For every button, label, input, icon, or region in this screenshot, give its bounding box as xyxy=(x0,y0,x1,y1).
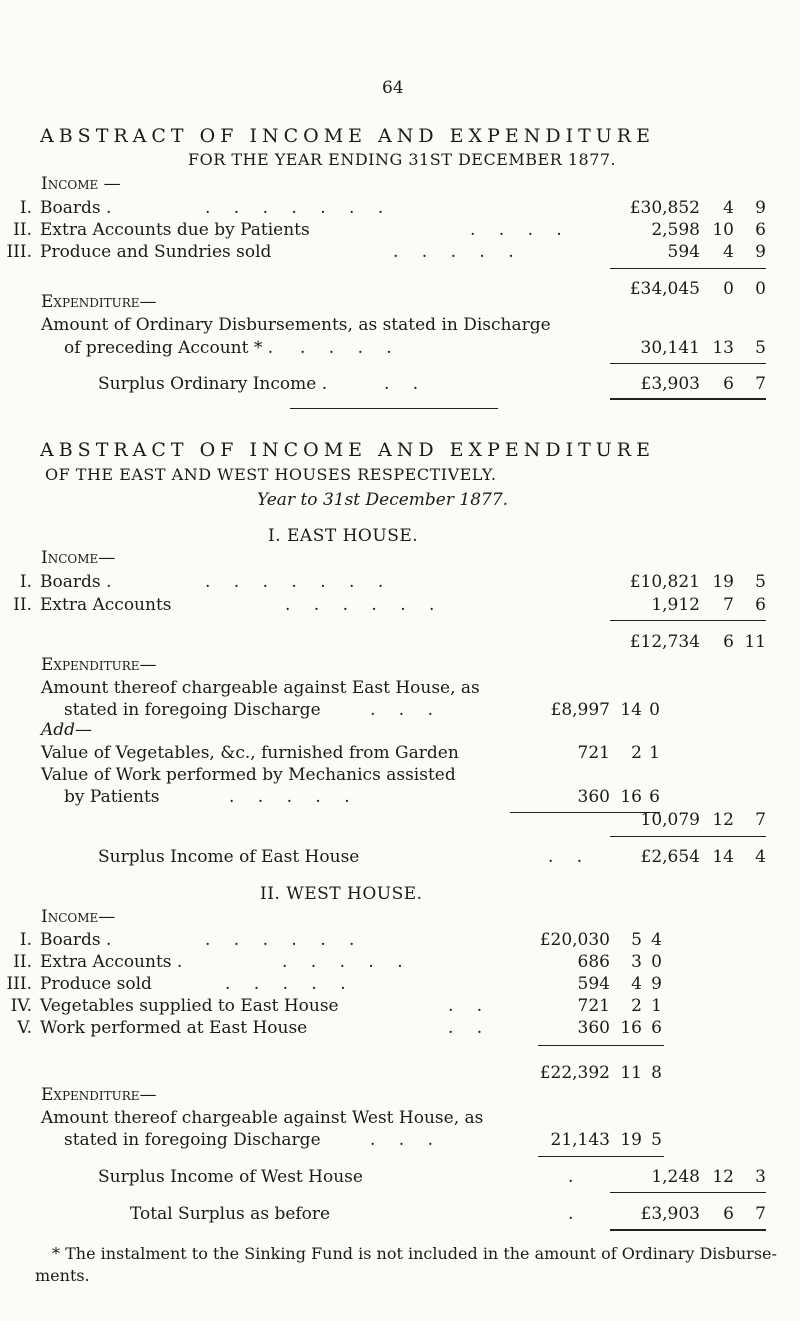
row-number: III. xyxy=(6,974,32,994)
amount-shillings: 0 xyxy=(723,279,734,299)
amount-pence: 5 xyxy=(755,338,766,358)
amount-shillings: 11 xyxy=(620,1063,642,1083)
leader-dots: . . . . xyxy=(300,338,401,358)
row-number: V. xyxy=(17,1018,32,1038)
amount-pence: 5 xyxy=(755,572,766,592)
amount-pence: 8 xyxy=(651,1063,662,1083)
row-label: Boards . xyxy=(40,198,112,218)
amount-pounds: 594 xyxy=(577,974,610,994)
amount-pounds: 2,598 xyxy=(651,220,700,240)
row-number: II. xyxy=(13,220,32,240)
section2-year-line: Year to 31st December 1877. xyxy=(257,490,509,510)
east-surplus-label: Surplus Income of East House xyxy=(98,847,360,867)
amount-shillings: 6 xyxy=(723,374,734,394)
row-label: Boards . xyxy=(40,572,112,592)
leader-dots: . . xyxy=(448,996,492,1016)
section1-income-heading: Income — xyxy=(41,174,121,194)
amount-shillings: 7 xyxy=(723,595,734,615)
leader-dots: . . xyxy=(548,847,592,867)
amount-pounds: 10,079 xyxy=(640,810,700,830)
east-add-line: Value of Work performed by Mechanics assisted xyxy=(41,765,456,785)
east-income-heading: Income— xyxy=(41,548,116,568)
row-label: Boards . xyxy=(40,930,112,950)
divider-rule xyxy=(538,1045,664,1046)
total-surplus-label: Total Surplus as before xyxy=(130,1204,331,1224)
west-expenditure-heading: Expenditure— xyxy=(41,1085,157,1105)
amount-pounds: £12,734 xyxy=(629,632,700,652)
footnote: * The instalment to the Sinking Fund is not included in the amount of Ordinary Disburse- xyxy=(52,1244,777,1263)
east-expenditure-line: stated in foregoing Discharge xyxy=(64,700,321,720)
leader-dots: . . . . xyxy=(470,220,571,240)
amount-shillings: 19 xyxy=(620,1130,642,1150)
amount-pence: 0 xyxy=(649,700,660,720)
east-add-line: Value of Vegetables, &c., furnished from Garden xyxy=(41,743,459,763)
footnote-continuation: ments. xyxy=(35,1266,90,1285)
amount-shillings: 4 xyxy=(631,974,642,994)
amount-pence: 4 xyxy=(651,930,662,950)
leader-dots: . . . . . . . xyxy=(205,572,393,592)
leader-dots: . . . xyxy=(370,1130,443,1150)
amount-pence: 7 xyxy=(755,810,766,830)
divider-rule xyxy=(610,363,766,364)
amount-pounds: £10,821 xyxy=(629,572,700,592)
divider-rule xyxy=(610,1192,766,1193)
amount-pounds: £22,392 xyxy=(539,1063,610,1083)
west-income-heading: Income— xyxy=(41,907,116,927)
amount-shillings: 4 xyxy=(723,242,734,262)
amount-shillings: 3 xyxy=(631,952,642,972)
section2-subtitle: OF THE EAST AND WEST HOUSES RESPECTIVELY. xyxy=(45,465,497,484)
amount-pence: 0 xyxy=(755,279,766,299)
leader-dots: . . . . . xyxy=(282,952,412,972)
leader-dots: . . xyxy=(384,374,428,394)
row-number: II. xyxy=(13,595,32,615)
amount-pounds: 30,141 xyxy=(640,338,700,358)
row-label: Produce and Sundries sold xyxy=(40,242,272,262)
west-surplus-label: Surplus Income of West House xyxy=(98,1167,363,1187)
row-number: I. xyxy=(19,572,32,592)
section1-surplus-label: Surplus Ordinary Income . xyxy=(98,374,328,394)
amount-pence: 9 xyxy=(651,974,662,994)
amount-pounds: 360 xyxy=(577,1018,610,1038)
east-expenditure-heading: Expenditure— xyxy=(41,655,157,675)
section1-title: ABSTRACT OF INCOME AND EXPENDITURE xyxy=(40,125,655,147)
amount-pence: 6 xyxy=(755,595,766,615)
amount-shillings: 4 xyxy=(723,198,734,218)
amount-pounds: 686 xyxy=(577,952,610,972)
row-label: Work performed at East House xyxy=(40,1018,308,1038)
section1-expenditure-heading: Expenditure— xyxy=(41,292,157,312)
east-house-heading: I. EAST HOUSE. xyxy=(268,526,419,546)
amount-shillings: 10 xyxy=(712,220,734,240)
amount-shillings: 16 xyxy=(620,1018,642,1038)
amount-shillings: 16 xyxy=(620,787,642,807)
leader-dots: . . . . . . xyxy=(205,930,364,950)
amount-pence: 7 xyxy=(755,1204,766,1224)
amount-shillings: 14 xyxy=(620,700,642,720)
row-number: III. xyxy=(6,242,32,262)
amount-pounds: 721 xyxy=(577,996,610,1016)
double-rule xyxy=(610,1229,766,1231)
row-label: Produce sold xyxy=(40,974,152,994)
row-label: Extra Accounts xyxy=(40,595,172,615)
amount-pence: 5 xyxy=(651,1130,662,1150)
amount-pounds: £20,030 xyxy=(539,930,610,950)
section1-expenditure-line: of preceding Account * . xyxy=(64,338,274,358)
leader-dots: . . . . . xyxy=(225,974,355,994)
amount-pence: 3 xyxy=(755,1167,766,1187)
amount-shillings: 6 xyxy=(723,1204,734,1224)
section1-subtitle: FOR THE YEAR ENDING 31ST DECEMBER 1877. xyxy=(188,150,617,169)
page-number: 64 xyxy=(382,78,404,98)
row-number: I. xyxy=(19,198,32,218)
amount-shillings: 13 xyxy=(712,338,734,358)
amount-pence: 4 xyxy=(755,847,766,867)
row-number: II. xyxy=(13,952,32,972)
leader-dots: . xyxy=(568,1167,574,1187)
amount-pounds: 1,248 xyxy=(651,1167,700,1187)
row-number: I. xyxy=(19,930,32,950)
east-add-line: by Patients xyxy=(64,787,160,807)
leader-dots: . . . xyxy=(370,700,443,720)
amount-pounds: £8,997 xyxy=(550,700,610,720)
west-expenditure-line: Amount thereof chargeable against West House, as xyxy=(41,1108,484,1128)
amount-pence: 9 xyxy=(755,198,766,218)
amount-pounds: £30,852 xyxy=(629,198,700,218)
amount-pounds: 21,143 xyxy=(550,1130,610,1150)
section2-title: ABSTRACT OF INCOME AND EXPENDITURE xyxy=(40,439,655,461)
amount-shillings: 2 xyxy=(631,996,642,1016)
section1-expenditure-line: Amount of Ordinary Disbursements, as stated in Discharge xyxy=(41,315,551,335)
row-label: Extra Accounts due by Patients xyxy=(40,220,310,240)
amount-pence: 11 xyxy=(744,632,766,652)
leader-dots: . xyxy=(568,1204,574,1224)
amount-shillings: 14 xyxy=(712,847,734,867)
amount-shillings: 6 xyxy=(723,632,734,652)
amount-shillings: 5 xyxy=(631,930,642,950)
divider-rule xyxy=(538,1156,664,1157)
amount-shillings: 12 xyxy=(712,1167,734,1187)
amount-pence: 7 xyxy=(755,374,766,394)
amount-pounds: 1,912 xyxy=(651,595,700,615)
divider-rule xyxy=(610,268,766,269)
amount-pounds: £3,903 xyxy=(640,374,700,394)
east-expenditure-line: Amount thereof chargeable against East House, as xyxy=(41,678,480,698)
amount-pence: 9 xyxy=(755,242,766,262)
leader-dots: . . xyxy=(448,1018,492,1038)
west-expenditure-line: stated in foregoing Discharge xyxy=(64,1130,321,1150)
amount-pence: 1 xyxy=(651,996,662,1016)
separator-rule xyxy=(290,408,498,409)
amount-pounds: 721 xyxy=(577,743,610,763)
amount-pounds: £34,045 xyxy=(629,279,700,299)
amount-pence: 1 xyxy=(649,743,660,763)
amount-pence: 6 xyxy=(649,787,660,807)
west-house-heading: II. WEST HOUSE. xyxy=(260,884,423,904)
amount-shillings: 2 xyxy=(631,743,642,763)
divider-rule xyxy=(610,620,766,621)
amount-shillings: 19 xyxy=(712,572,734,592)
amount-pence: 0 xyxy=(651,952,662,972)
leader-dots: . . . . . xyxy=(393,242,523,262)
amount-pence: 6 xyxy=(755,220,766,240)
amount-pounds: £2,654 xyxy=(640,847,700,867)
divider-rule xyxy=(610,836,766,837)
east-add-label: Add— xyxy=(41,720,93,740)
amount-pounds: £3,903 xyxy=(640,1204,700,1224)
leader-dots: . . . . . . xyxy=(285,595,444,615)
row-number: IV. xyxy=(10,996,32,1016)
amount-pounds: 360 xyxy=(577,787,610,807)
leader-dots: . . . . . . . xyxy=(205,198,393,218)
amount-pounds: 594 xyxy=(667,242,700,262)
leader-dots: . . . . . xyxy=(229,787,359,807)
amount-pence: 6 xyxy=(651,1018,662,1038)
row-label: Extra Accounts . xyxy=(40,952,183,972)
amount-shillings: 12 xyxy=(712,810,734,830)
row-label: Vegetables supplied to East House xyxy=(40,996,339,1016)
double-rule xyxy=(610,398,766,400)
